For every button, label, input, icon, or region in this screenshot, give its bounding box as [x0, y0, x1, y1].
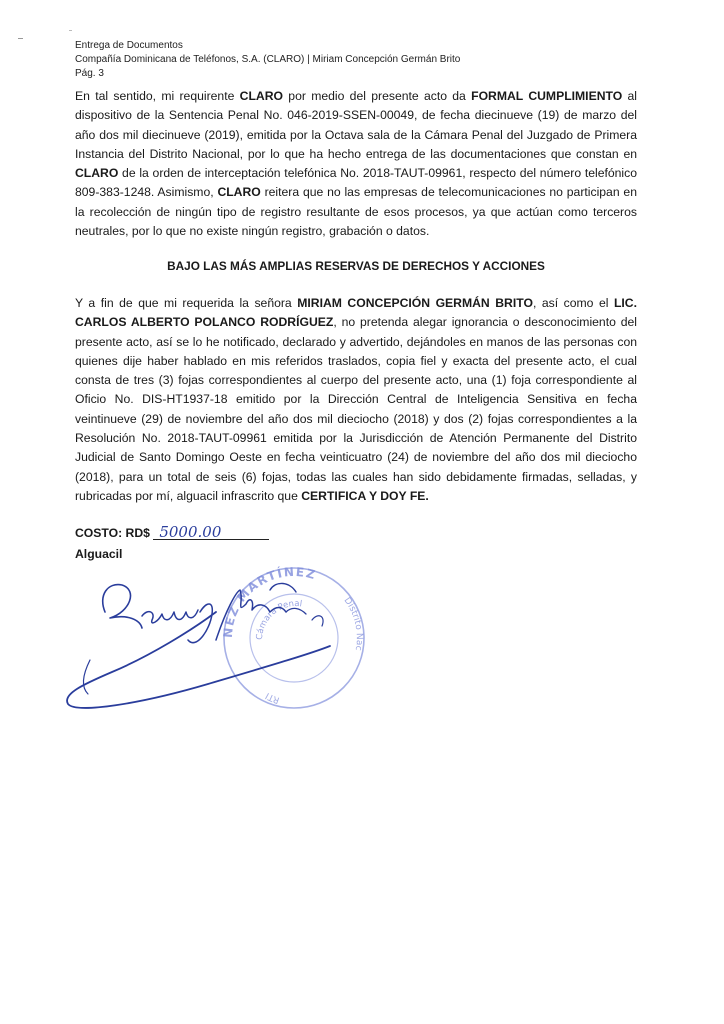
seal-left-text: RTI [264, 689, 282, 705]
paragraph-compliance [75, 87, 637, 241]
paragraph-text: por medio del presente acto da [283, 89, 472, 103]
svg-text:Distrito Nac [342, 596, 364, 651]
alguacil-label: Alguacil [75, 547, 123, 561]
paragraph-text: al dispositivo de la Sentencia Penal No. 046-2019-SSEN-00049, de fecha diecinueve (19) de marzo del año dos mil diecinueve (2019), emitida por la Octava sala de la Cámara Penal del Juzgado de Primera Instancia del Distrito Nacional, por lo que ha hecho entrega de las documentaciones que constan en [75, 89, 637, 161]
seal-top-text: NEZ MARTÍNEZ [220, 564, 318, 639]
cost-amount: 5000.00 [153, 525, 269, 540]
scan-mark [18, 38, 23, 39]
emphasized-text: LIC. CARLOS ALBERTO POLANCO RODRÍGUEZ [75, 296, 637, 330]
emphasized-text: MIRIAM CONCEPCIÓN GERMÁN BRITO [297, 296, 533, 310]
section-heading: BAJO LAS MÁS AMPLIAS RESERVAS DE DERECHOS Y ACCIONES [167, 259, 545, 273]
emphasized-text: CERTIFICA Y DOY FE. [301, 488, 429, 503]
paragraph-text: En tal sentido, mi requirente [75, 89, 240, 103]
emphasized-text: FORMAL CUMPLIMIENTO [471, 89, 623, 103]
cost-label: COSTO: RD$ [75, 526, 150, 540]
header-page-number: Pág. 3 [75, 68, 104, 79]
svg-text:NEZ MARTÍNEZ [221, 565, 318, 639]
header-title: Entrega de Documentos [75, 40, 183, 51]
paragraph-text: , no pretenda alegar ignorancia o desconocimiento del presente acto, así se lo he notificado, declarado y advertido, dejándoles en manos de las personas con quienes dije haber hablado en mis referidos traslados, copia fiel y exacta del presente acto, el cual consta de tres (3) fojas correspondientes al cuerpo del presente acto, una (1) foja correspondiente al Oficio No. DIS-HT1937-18 emitido por la Dirección Central de Inteligencia Sensitiva en fecha veintinueve (29) de noviembre del año dos mil dieciocho (2018) y dos (2) fojas correspondientes a la Resolución No. 2018-TAUT-09961 emitida por la Jurisdicción de Atención Permanente del Distrito Judicial de Santo Domingo Oeste en fecha veinticuatro (24) de noviembre del año dos mil dieciocho (2018), para un total de seis (6) fojas, todas las cuales han sido debidamente firmadas, selladas, y rubricadas por mí, alguacil infrascrito que [75, 315, 637, 503]
seal-mid-text: Cámara Penal [254, 598, 303, 641]
paragraph-notification [75, 294, 637, 506]
paragraph-text: reitera que no las empresas de telecomunicaciones no participan en la recolección de ningún tipo de registro resultante de esos procesos, ya que actúan como terceros neutrales, por lo que no existe ningún registro, grabación o datos. [75, 185, 637, 239]
header-parties: Compañía Dominicana de Teléfonos, S.A. (CLARO) | Miriam Concepción Germán Brito [75, 54, 461, 65]
svg-text:RTI [264, 690, 281, 705]
seal-right-text: Distrito Nac [341, 595, 364, 652]
paragraph-text: Y a fin de que mi requerida la señora [75, 296, 298, 310]
paragraph-text: , así como el [532, 296, 614, 310]
emphasized-text: CLARO [217, 185, 261, 200]
official-seal [221, 565, 364, 708]
handwritten-signature [67, 583, 330, 707]
page-header [75, 39, 460, 81]
emphasized-text: CLARO [239, 89, 283, 103]
svg-text:Cámara Penal [255, 599, 303, 640]
paragraph-text: de la orden de interceptación telefónica No. 2018-TAUT-09961, respecto del número telefónico 809-383-1248. Asimismo, [75, 166, 637, 200]
scan-mark [69, 30, 72, 31]
cost-line [75, 525, 269, 540]
emphasized-text: CLARO [75, 166, 119, 181]
